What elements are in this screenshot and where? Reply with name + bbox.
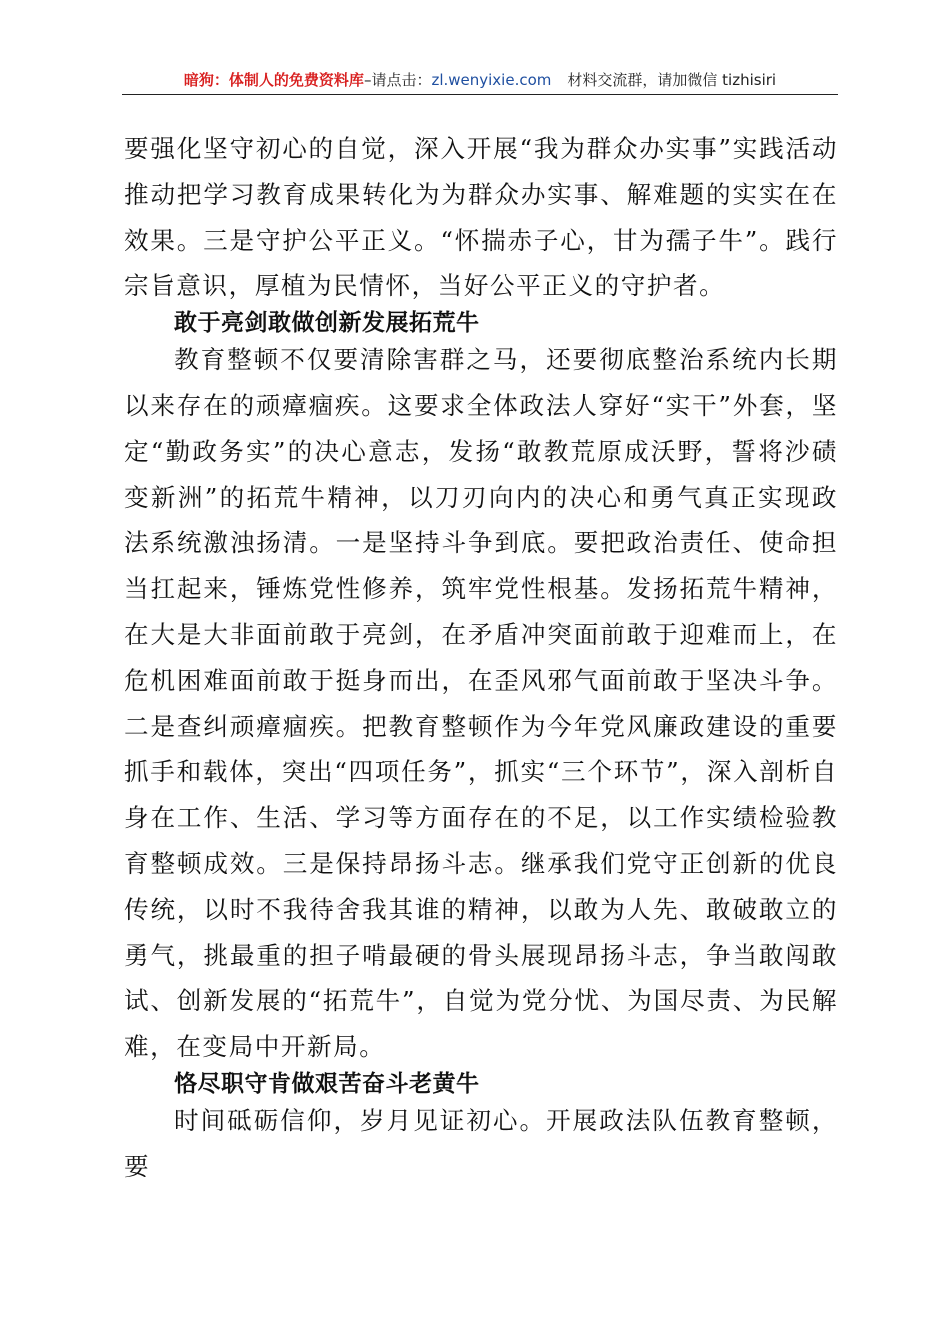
header-url-link[interactable]: zl.wenyixie.com — [431, 71, 552, 89]
section-heading-pioneer-ox: 敢于亮剑敢做创新发展拓荒牛 — [174, 310, 480, 337]
paragraph-old-ox: 时间砥砺信仰，岁月见证初心。开展政法队伍教育整顿，要 — [124, 1105, 838, 1181]
header-brand: 暗狗：体制人的免费资料库 — [183, 71, 364, 89]
header-group-note: 材料交流群，请加微信 tizhisiri — [567, 71, 777, 89]
paragraph-continuation: 要强化坚守初心的自觉，深入开展“我为群众办实事”实践活动推动把学习教育成果转化为为群众办实事、解难题的实实在在效果。三是守护公平正义。“怀揣赤子心，甘为孺子牛”。践行宗旨意识，厚植为民情怀，当好公平正义的守护者。 — [124, 134, 838, 301]
header-link-prompt: –请点击： — [363, 71, 432, 89]
paragraph-pioneer-ox: 教育整顿不仅要清除害群之马，还要彻底整治系统内长期以来存在的顽瘴痼疾。这要求全体政法人穿好“实干”外套，坚定“勤政务实”的决心意志，发扬“敢教荒原成沃野，誓将沙碛变新洲”的拓荒牛精神，以刀刃向内的决心和勇气真正实现政法系统激浊扬清。一是坚持斗争到底。要把政治责任、使命担当扛起来，锤炼党性修养，筑牢党性根基。发扬拓荒牛精神，在大是大非面前敢于亮剑，在矛盾冲突面前敢于迎难而上，在危机困难面前敢于挺身而出，在歪风邪气面前敢于坚决斗争。二是查纠顽瘴痼疾。把教育整顿作为今年党风廉政建设的重要抓手和载体，突出“四项任务”，抓实“三个环节”，深入剖析自身在工作、生活、学习等方面存在的不足，以工作实绩检验教育整顿成效。三是保持昂扬斗志。继承我们党守正创新的优良传统，以时不我待舍我其谁的精神，以敢为人先、敢破敢立的勇气，挑最重的担子啃最硬的骨头展现昂扬斗志，争当敢闯敢试、创新发展的“拓荒牛”，自觉为党分忧、为国尽责、为民解难，在变局中开新局。 — [124, 345, 838, 1062]
page-header — [122, 70, 838, 95]
section-heading-old-ox: 恪尽职守肯做艰苦奋斗老黄牛 — [174, 1070, 480, 1097]
document-body — [124, 126, 838, 1190]
